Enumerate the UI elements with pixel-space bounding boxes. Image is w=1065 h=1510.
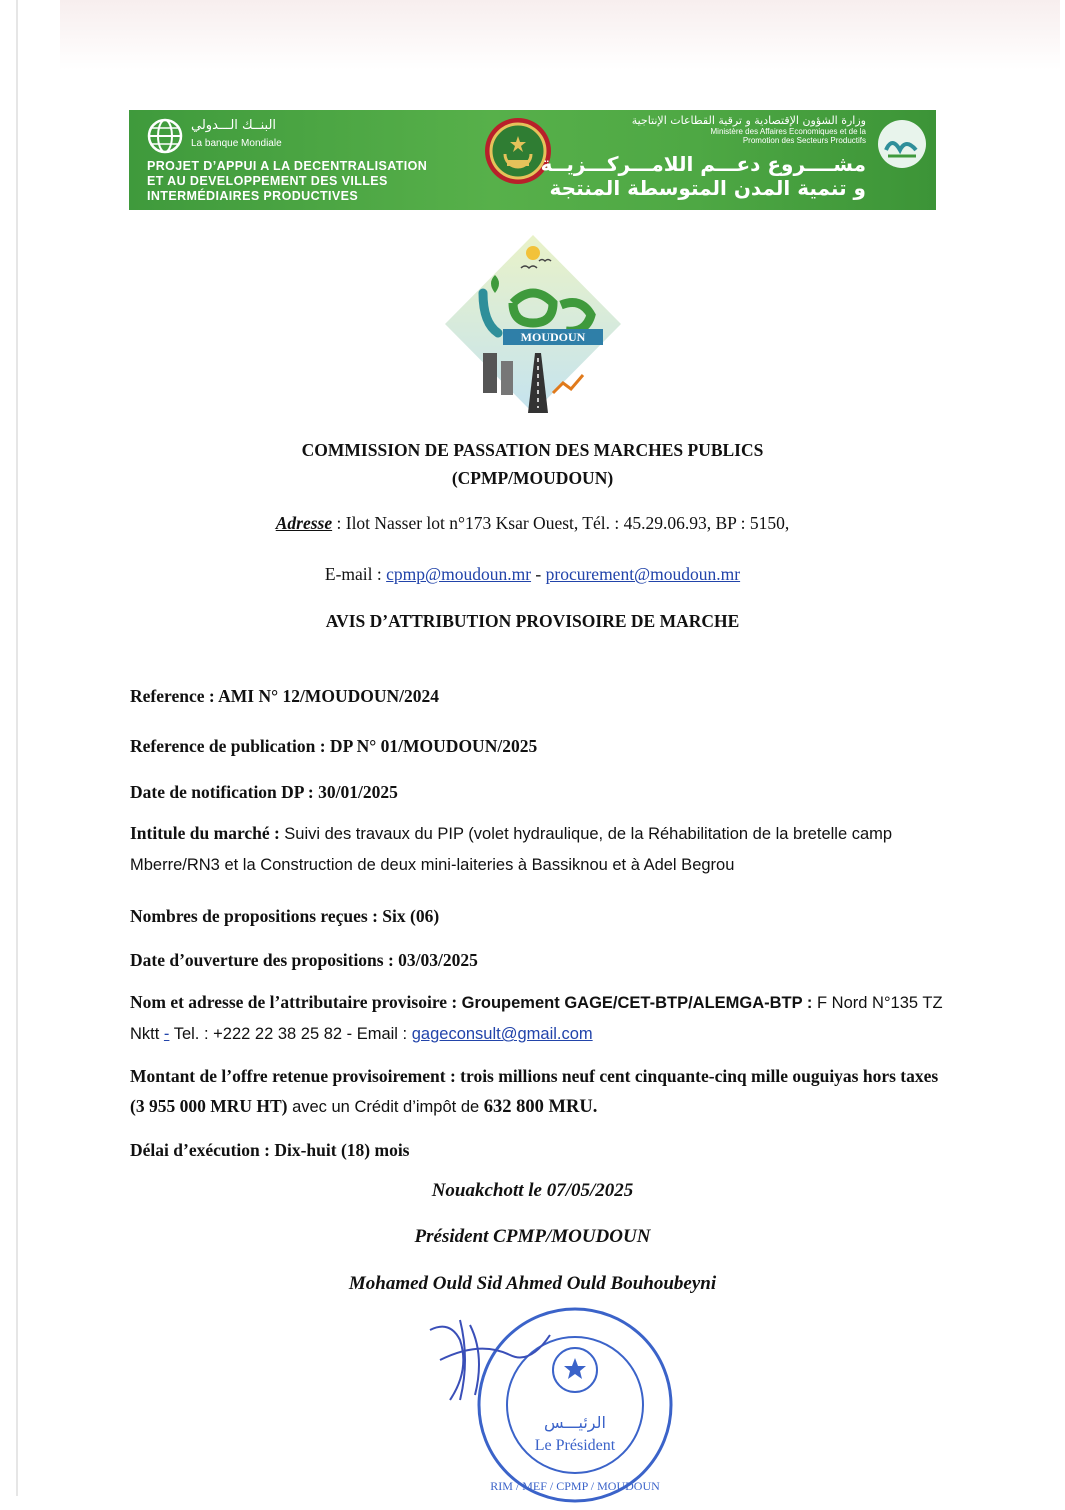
project-line-3: INTERMÉDIAIRES PRODUCTIVES (147, 189, 359, 203)
field-ouverture: Date d’ouverture des propositions : 03/03/2025 (130, 950, 478, 970)
notice-title: AVIS D’ATTRIBUTION PROVISOIRE DE MARCHE (325, 611, 740, 631)
page-top-tint (60, 0, 1060, 70)
project-arabic-2: و تنمية المدن المتوسطة المنتجة (549, 176, 866, 200)
stamp-ring: RIM / MEF / CPMP / MOUDOUN (490, 1479, 660, 1493)
handwritten-signature (410, 1300, 560, 1410)
attributaire-label: Nom et adresse de l’attributaire provisoire : (130, 992, 462, 1012)
project-line-1: PROJET D’APPUI A LA DECENTRALISATION (147, 159, 428, 173)
project-line-2: ET AU DEVELOPPEMENT DES VILLES (147, 174, 388, 188)
address-line (0, 513, 1065, 534)
attributaire-group: Groupement GAGE/CET-BTP/ALEMGA-BTP : (461, 994, 813, 1012)
ministry-french-1: Ministère des Affaires Economiques et de la (710, 127, 866, 136)
field-reference: Reference : AMI N° 12/MOUDOUN/2024 (130, 686, 439, 706)
montant-credit-text: avec un Crédit d’impôt de (287, 1098, 484, 1116)
field-publication: Reference de publication : DP N° 01/MOUDOUN/2025 (130, 736, 538, 756)
world-bank-globe-icon (147, 118, 183, 154)
email-separator: - (531, 564, 546, 584)
field-attributaire (130, 987, 950, 1049)
place-date: Nouakchott le 07/05/2025 (431, 1180, 634, 1201)
stamp-arabic: الرئيـــس (544, 1413, 606, 1432)
attributaire-email-link[interactable]: gageconsult@gmail.com (411, 1025, 593, 1043)
ministry-arabic: وزارة الشؤون الإقتصادية و ترقية القطاعات الإنتاجية (631, 114, 866, 127)
commission-acronym: (CPMP/MOUDOUN) (451, 468, 614, 488)
logo-text: MOUDOUN (520, 330, 586, 344)
moudoun-logo (443, 233, 623, 415)
stamp-french: Le Président (534, 1437, 616, 1454)
email-link-procurement[interactable]: procurement@moudoun.mr (545, 564, 741, 584)
address-label: Adresse (275, 513, 333, 533)
project-arabic-1: مشــــروع دعـــم اللامـــركـــزيــة (540, 152, 866, 176)
project-title-arabic (506, 152, 866, 200)
field-propositions: Nombres de propositions reçues : Six (06) (130, 906, 440, 926)
email-line (0, 564, 1065, 585)
intitule-label: Intitule du marché : (130, 823, 285, 843)
ministry-block (606, 114, 866, 145)
email-label: E-mail : (324, 564, 387, 584)
signatory-name: Mohamed Ould Sid Ahmed Ould Bouhoubeyni (348, 1273, 717, 1294)
attributaire-dash: - (163, 1025, 170, 1043)
field-delai: Délai d’exécution : Dix-huit (18) mois (130, 1140, 410, 1160)
field-notification: Date de notification DP : 30/01/2025 (130, 782, 398, 802)
project-title-french (147, 159, 477, 204)
page-left-edge (16, 0, 18, 1496)
field-intitule (130, 818, 950, 880)
moudoun-small-logo-icon (874, 116, 930, 172)
attributaire-tel: Tel. : +222 22 38 25 82 - Email : (169, 1025, 412, 1043)
attributaire-address: F Nord N°135 TZ Nktt (130, 994, 943, 1043)
intitule-value: Suivi des travaux du PIP (volet hydraulique, de la Réhabilitation de la bretelle camp Mberre/RN3 et la Construction de deux mini-laiteries à Bassiknou et à Adel Begrou (130, 825, 893, 874)
world-bank-french: La banque Mondiale (191, 138, 282, 149)
montant-credit-value: 632 800 MRU. (483, 1097, 598, 1117)
email-link-cpmp[interactable]: cpmp@moudoun.mr (386, 564, 532, 584)
field-montant (130, 1061, 950, 1122)
header-banner (129, 110, 936, 210)
ministry-french-2: Promotion des Secteurs Productifs (742, 136, 866, 145)
address-text: : Ilot Nasser lot n°173 Ksar Ouest, Tél. : 45.29.06.93, BP : 5150, (332, 513, 790, 533)
signatory-title: Président CPMP/MOUDOUN (414, 1226, 651, 1247)
commission-title: COMMISSION DE PASSATION DES MARCHES PUBLICS (301, 440, 764, 460)
montant-label: Montant de l’offre retenue provisoirement : trois millions neuf cent cinquante-cinq mille ouguiyas hors taxes (3 955 000 MRU HT) (130, 1066, 939, 1116)
world-bank-arabic: البنــك الـــدولي (191, 118, 277, 133)
